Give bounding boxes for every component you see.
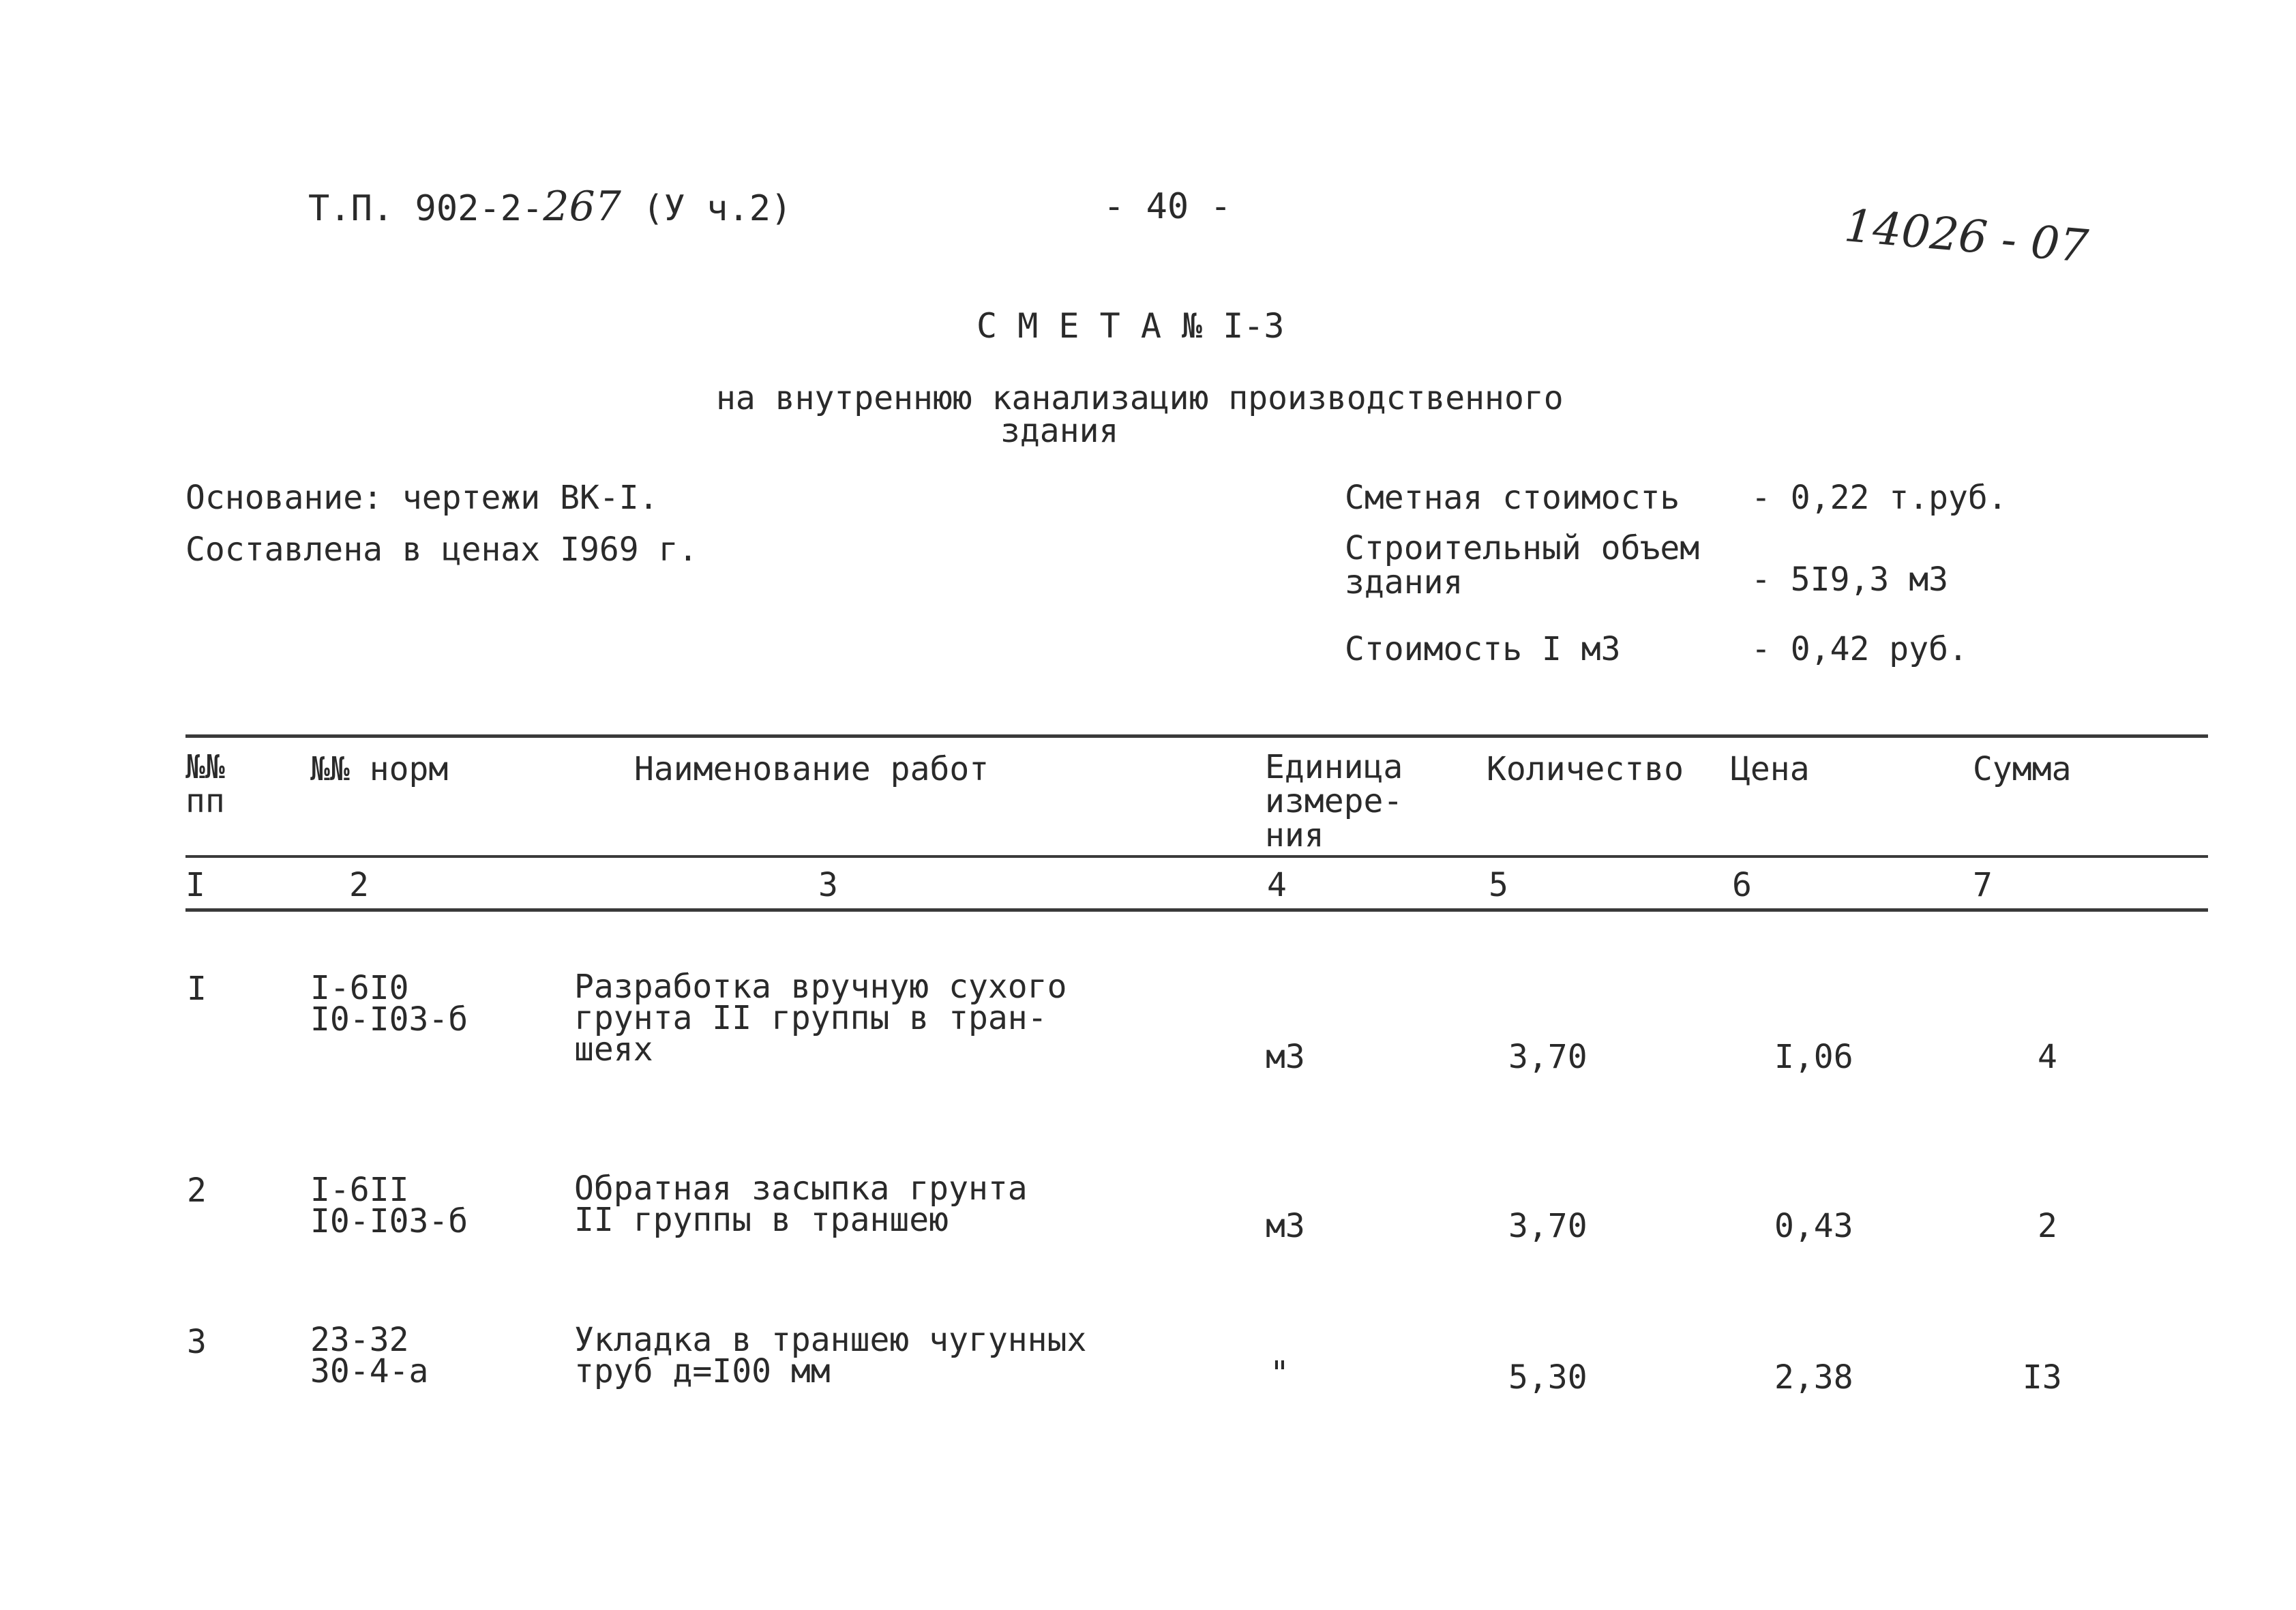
header-sum: Сумма — [1973, 750, 2072, 788]
column-number: 3 — [818, 866, 838, 904]
row-quantity: 3,70 — [1508, 1207, 1587, 1245]
row-norm-number: I-6I0 I0-I03-б — [310, 969, 468, 1039]
page-number: - 40 - — [1103, 186, 1232, 227]
column-number: 5 — [1489, 866, 1508, 904]
document-reference — [308, 183, 792, 230]
row-number: I — [187, 970, 207, 1008]
column-number: 4 — [1267, 866, 1287, 904]
row-price: I,06 — [1774, 1038, 1853, 1076]
header-unit: Единица измере- ния — [1265, 748, 1403, 854]
estimated-cost-value: - 0,22 т.руб. — [1751, 479, 2008, 517]
table-column-numbers-rule — [185, 908, 2208, 912]
basis-drawings: Основание: чертежи ВК-I. — [185, 479, 659, 517]
row-unit: " — [1270, 1354, 1289, 1392]
estimated-cost-label: Сметная стоимость — [1345, 479, 1680, 517]
unit-cost-label: Стоимость I м3 — [1345, 630, 1621, 668]
document-title: С М Е Т А № I-3 — [976, 306, 1285, 346]
column-number: 2 — [349, 866, 369, 904]
row-norm-number: 23-32 30-4-а — [310, 1321, 429, 1390]
row-unit: м3 — [1266, 1038, 1305, 1076]
row-number: 3 — [187, 1323, 207, 1361]
row-sum: 4 — [2038, 1038, 2057, 1076]
row-norm-number: I-6II I0-I03-б — [310, 1171, 468, 1240]
header-price: Цена — [1731, 750, 1810, 788]
header-norm-number: №№ норм — [310, 750, 449, 788]
document-subtitle-line-2: здания — [1000, 412, 1119, 450]
column-number: 7 — [1973, 866, 1993, 904]
table-header-rule — [185, 855, 2208, 858]
row-sum: I3 — [2023, 1358, 2062, 1397]
row-quantity: 5,30 — [1508, 1358, 1587, 1397]
row-price: 0,43 — [1774, 1207, 1853, 1245]
row-number: 2 — [187, 1172, 207, 1210]
header-row-number: №№ пп — [185, 748, 225, 820]
basis-prices-year: Составлена в ценах I969 г. — [185, 531, 698, 569]
building-volume-label-2: здания — [1345, 563, 1463, 601]
document-subtitle-line-1: на внутреннюю канализацию производственного — [716, 379, 1564, 417]
row-price: 2,38 — [1774, 1358, 1853, 1397]
header-quantity: Количество — [1487, 750, 1684, 788]
document-reference-typed: Т.П. 902-2- — [308, 188, 543, 229]
header-work-name: Наименование работ — [634, 750, 989, 788]
column-number: I — [185, 866, 205, 904]
table-top-rule — [185, 734, 2208, 738]
row-unit: м3 — [1266, 1207, 1305, 1245]
row-work-name: Укладка в траншею чугунных труб д=I00 мм — [574, 1321, 1087, 1390]
archive-number: 14026 - 07 — [1842, 199, 2091, 273]
column-number: 6 — [1732, 866, 1752, 904]
document-part: (У ч.2) — [621, 188, 792, 229]
document-reference-handwritten: 267 — [543, 183, 621, 230]
building-volume-value: - 5I9,3 м3 — [1751, 561, 1948, 599]
row-work-name: Разработка вручную сухого грунта II группы в тран- шеях — [574, 968, 1067, 1069]
building-volume-label-1: Строительный объем — [1345, 529, 1700, 567]
unit-cost-value: - 0,42 руб. — [1751, 630, 1968, 668]
row-quantity: 3,70 — [1508, 1038, 1587, 1076]
row-work-name: Обратная засыпка грунта II группы в траншею — [574, 1169, 1028, 1239]
row-sum: 2 — [2038, 1207, 2057, 1245]
